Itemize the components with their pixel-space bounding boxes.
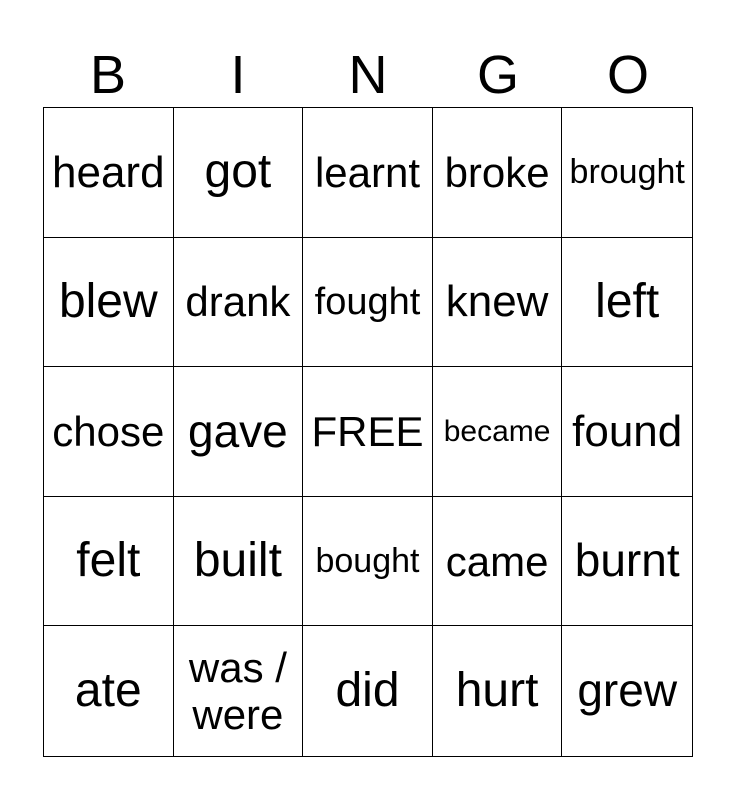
bingo-cell[interactable]: felt	[44, 497, 174, 627]
bingo-cell[interactable]: learnt	[303, 108, 433, 238]
header-letter-o: O	[606, 45, 649, 105]
bingo-cell[interactable]: drank	[174, 238, 304, 368]
bingo-cell[interactable]: broke	[433, 108, 563, 238]
bingo-cell[interactable]: ate	[44, 626, 174, 756]
bingo-cell[interactable]: built	[174, 497, 304, 627]
bingo-cell[interactable]: fought	[303, 238, 433, 368]
bingo-cell[interactable]: found	[562, 367, 692, 497]
bingo-cell[interactable]: blew	[44, 238, 174, 368]
bingo-cell[interactable]: burnt	[562, 497, 692, 627]
bingo-cell[interactable]: knew	[433, 238, 563, 368]
bingo-cell[interactable]: became	[433, 367, 563, 497]
bingo-cell[interactable]: heard	[44, 108, 174, 238]
header-letter-g: G	[476, 45, 519, 105]
bingo-cell[interactable]: chose	[44, 367, 174, 497]
free-space: FREE	[303, 367, 433, 497]
bingo-board	[43, 107, 693, 757]
header-letter-i: I	[230, 45, 246, 105]
bingo-cell[interactable]: came	[433, 497, 563, 627]
bingo-cell[interactable]: was / were	[174, 626, 304, 756]
bingo-cell[interactable]: gave	[174, 367, 304, 497]
bingo-cell[interactable]: bought	[303, 497, 433, 627]
bingo-cell[interactable]: brought	[562, 108, 692, 238]
header-letter-b: B	[89, 45, 127, 105]
bingo-cell[interactable]: left	[562, 238, 692, 368]
bingo-header	[43, 44, 693, 106]
bingo-cell[interactable]: grew	[577, 664, 678, 717]
bingo-cell[interactable]: hurt	[433, 626, 563, 756]
bingo-cell[interactable]: got	[174, 108, 304, 238]
header-letter-n: N	[348, 45, 388, 105]
bingo-cell[interactable]: did	[303, 626, 433, 756]
